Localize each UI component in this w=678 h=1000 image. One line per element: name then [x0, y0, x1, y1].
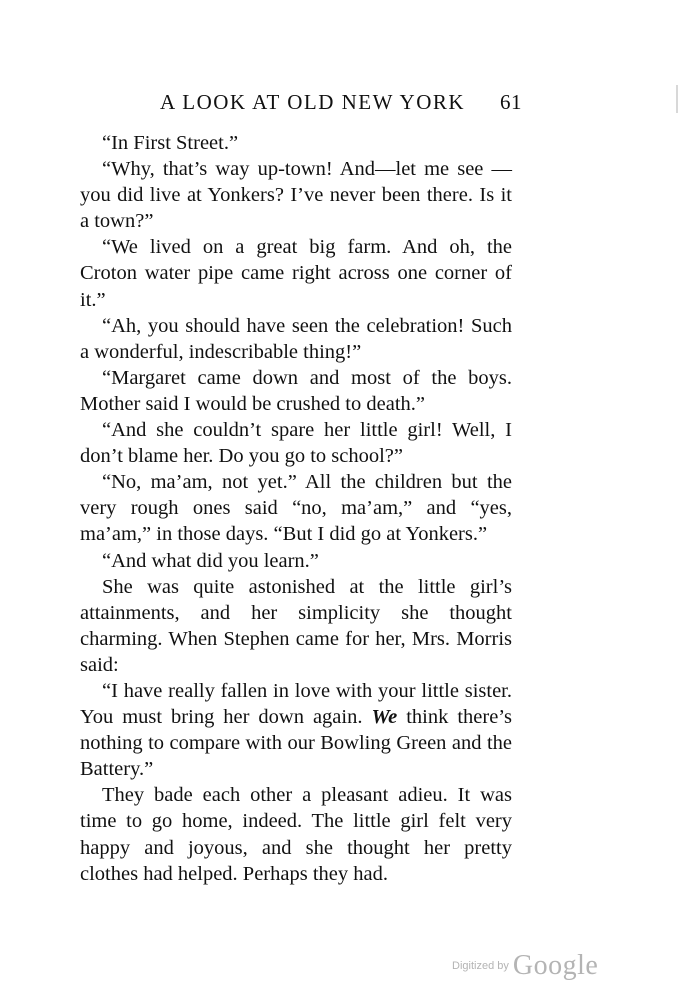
paragraph: “Margaret came down and most of the boys. Mother said I would be crushed to death.” [80, 366, 512, 415]
page-number: 61 [500, 90, 522, 114]
paragraph: “Ah, you should have seen the celebration! Such a wonderful, indescribable thing!” [80, 314, 512, 363]
paragraph: She was quite astonished at the little girl’s attainments, and her simplicity she thought charming. When Stephen came for her, Mrs. Morris said: [80, 575, 512, 676]
watermark-prefix: Digitized by [452, 960, 509, 972]
paragraph: “And she couldn’t spare her little girl! Well, I don’t blame her. Do you go to school?” [80, 419, 512, 468]
google-logo: Google [512, 950, 599, 981]
paragraph-text-before: “I have really fallen in love with your little sister. You must bring her down again. [80, 679, 512, 729]
emphasized-word: We [371, 706, 398, 729]
paragraph [80, 678, 512, 782]
paragraph: “No, ma’am, not yet.” All the children but the very rough ones said “no, ma’am,” and “yes, ma’am,” in those days. “But I did go at Yonkers.” [80, 471, 512, 546]
digitized-watermark [452, 950, 612, 986]
paragraph-text-after: think there’s nothing to compare with our Bowling Green and the Battery.” [80, 706, 512, 781]
body-text [80, 130, 512, 887]
paragraph: They bade each other a pleasant adieu. It was time to go home, indeed. The little girl felt very happy and joyous, and she thought her pretty clothes had helped. Perhaps they had. [80, 784, 512, 885]
paragraph: “In First Street.” [102, 132, 239, 154]
paragraph: “We lived on a great big farm. And oh, the Croton water pipe came right across one corner of it.” [80, 236, 512, 311]
paragraph: “And what did you learn.” [102, 549, 319, 572]
page-header [160, 90, 520, 120]
paragraph: “Why, that’s way up-town! And—let me see —you did live at Yonkers? I’ve never been there. Is it a town?” [80, 158, 512, 233]
running-head: A LOOK AT OLD NEW YORK [160, 90, 466, 114]
